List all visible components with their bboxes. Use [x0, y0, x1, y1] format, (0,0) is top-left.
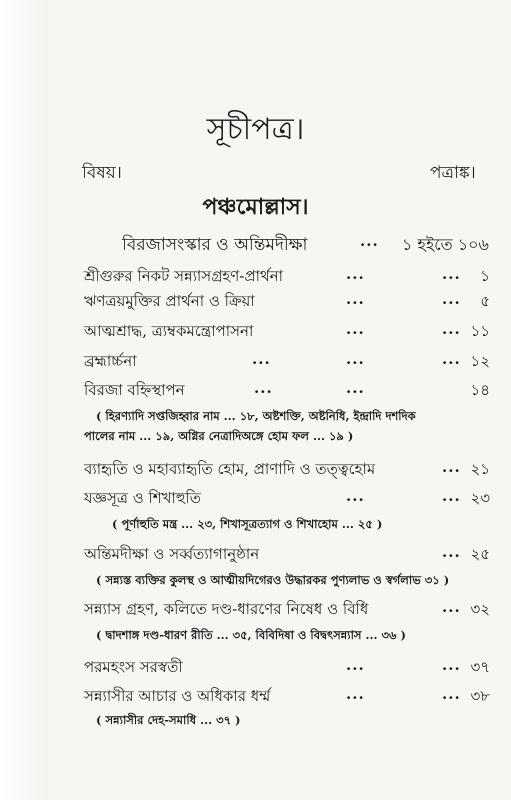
page-title: সূচীপত্র। — [206, 112, 305, 147]
toc-page: ৩৭ — [470, 658, 490, 676]
toc-leader: ... — [442, 685, 461, 703]
toc-leader: ... — [360, 232, 379, 250]
toc-page: ১ — [480, 267, 490, 285]
toc-label: সন্ন্যাস গ্রহণ, কলিতে দণ্ড-ধারণের নিষেধ ও বিধি — [84, 600, 369, 618]
toc-leader: ... — [442, 458, 461, 476]
toc-label: ব্যাহৃতি ও মহাব্যাহৃতি হোম, প্রাণাদি ও তত্ত্বহোম — [84, 460, 376, 478]
toc-leader: ... — [252, 350, 271, 368]
toc-entry — [84, 685, 494, 709]
toc-label: পরমহংস সরস্বতী — [84, 658, 183, 676]
toc-leader: ... — [442, 656, 461, 674]
toc-leader: ... — [442, 543, 461, 561]
toc-label: অন্তিমদীক্ষা ও সর্ব্বত্যাগানুষ্ঠান — [84, 545, 260, 563]
toc-note: ( সন্ন্যাসীর দেহ-সমাধি ... ৩৭ ) — [96, 713, 241, 727]
toc-note: ( পূর্ণাহুতি মন্ত্র ... ২৩, শিখাসূত্রত্যাগ ও শিখাহোম ... ২৫ ) — [112, 517, 383, 531]
toc-leader: ... — [442, 290, 461, 308]
toc-note: ( সন্ন্যস্ত ব্যক্তির কুলস্থ ও আত্মীয়দিগেরও উদ্ধারকর পুণ্যলাভ ও স্বর্গলাভ ৩১ ) — [96, 573, 450, 587]
toc-entry — [84, 656, 494, 680]
toc-entry — [84, 458, 494, 482]
toc-leader: ... — [442, 598, 461, 616]
toc-leader: ... — [346, 350, 365, 368]
toc-leader: ... — [346, 265, 365, 283]
toc-label: আত্মশ্রাদ্ধ, ত্র্যম্বকমন্ত্রোপাসনা — [84, 322, 254, 340]
toc-page: ২১ — [470, 460, 490, 478]
toc-entry — [84, 290, 494, 314]
section-heading: পঞ্চমোল্লাস। — [202, 194, 309, 220]
toc-label: বিরজাসংস্কার ও অন্তিমদীক্ষা — [122, 235, 308, 255]
toc-entry — [84, 598, 494, 622]
toc-page: ৩২ — [470, 600, 490, 618]
toc-leader: ... — [346, 320, 365, 338]
toc-page: ১৪ — [470, 381, 490, 399]
toc-entry — [84, 379, 494, 403]
toc-note: ( হিরণ্যাদি সপ্তজিহ্বার নাম ... ১৮, অষ্টশক্তি, অষ্টনিধি, ইন্দ্রাদি দশদিক — [96, 409, 416, 423]
toc-entry — [84, 265, 494, 289]
toc-page: ৩৮ — [470, 687, 490, 705]
toc-page: ২৫ — [470, 545, 490, 563]
toc-leader: ... — [442, 487, 461, 505]
toc-page: ১ হইতে ১০৬ — [402, 235, 489, 254]
toc-leader: ... — [346, 656, 365, 674]
toc-page: ৫ — [480, 292, 490, 310]
toc-page: ১২ — [470, 352, 490, 370]
toc-note: ( দ্বাদশাঙ্গ দণ্ড-ধারণ রীতি ... ৩৫, বিবিদিষা ও বিদ্বৎসন্ন্যাস ... ৩৬ ) — [96, 628, 406, 642]
toc-note: পালের নাম ... ১৯, অগ্নির নেত্রাদিঅঙ্গে হোম ফল ... ১৯ ) — [84, 429, 354, 443]
toc-label: ঋণত্রয়মুক্তির প্রার্থনা ও ক্রিয়া — [84, 292, 255, 310]
toc-leader: ... — [442, 265, 461, 283]
toc-entry-main — [84, 232, 494, 256]
toc-label: বিরজা বহ্নিস্থাপন — [84, 381, 185, 399]
toc-label: ব্রহ্মার্চ্চনা — [84, 352, 137, 370]
toc-leader: ... — [346, 487, 365, 505]
toc-leader: ... — [346, 685, 365, 703]
toc-page: ১১ — [470, 322, 490, 340]
toc-leader: ... — [254, 379, 273, 397]
toc-label: শ্রীগুরুর নিকট সন্ন্যাসগ্রহণ-প্রার্থনা — [84, 267, 284, 285]
toc-leader: ... — [346, 290, 365, 308]
toc-leader: ... — [346, 379, 365, 397]
toc-leader: ... — [442, 350, 461, 368]
toc-leader: ... — [442, 320, 461, 338]
toc-entry — [84, 487, 494, 511]
toc-entry — [84, 543, 494, 567]
page-number-header: পত্রাঙ্ক। — [430, 163, 476, 183]
toc-entry — [84, 350, 494, 374]
toc-label: সন্ন্যাসীর আচার ও অধিকার ধর্ম্ম — [84, 687, 271, 705]
toc-page: ২৩ — [470, 489, 490, 507]
subject-header: বিষয়। — [82, 163, 122, 183]
toc-entry — [84, 320, 494, 344]
toc-label: যজ্ঞসূত্র ও শিখাহুতি — [84, 489, 201, 507]
